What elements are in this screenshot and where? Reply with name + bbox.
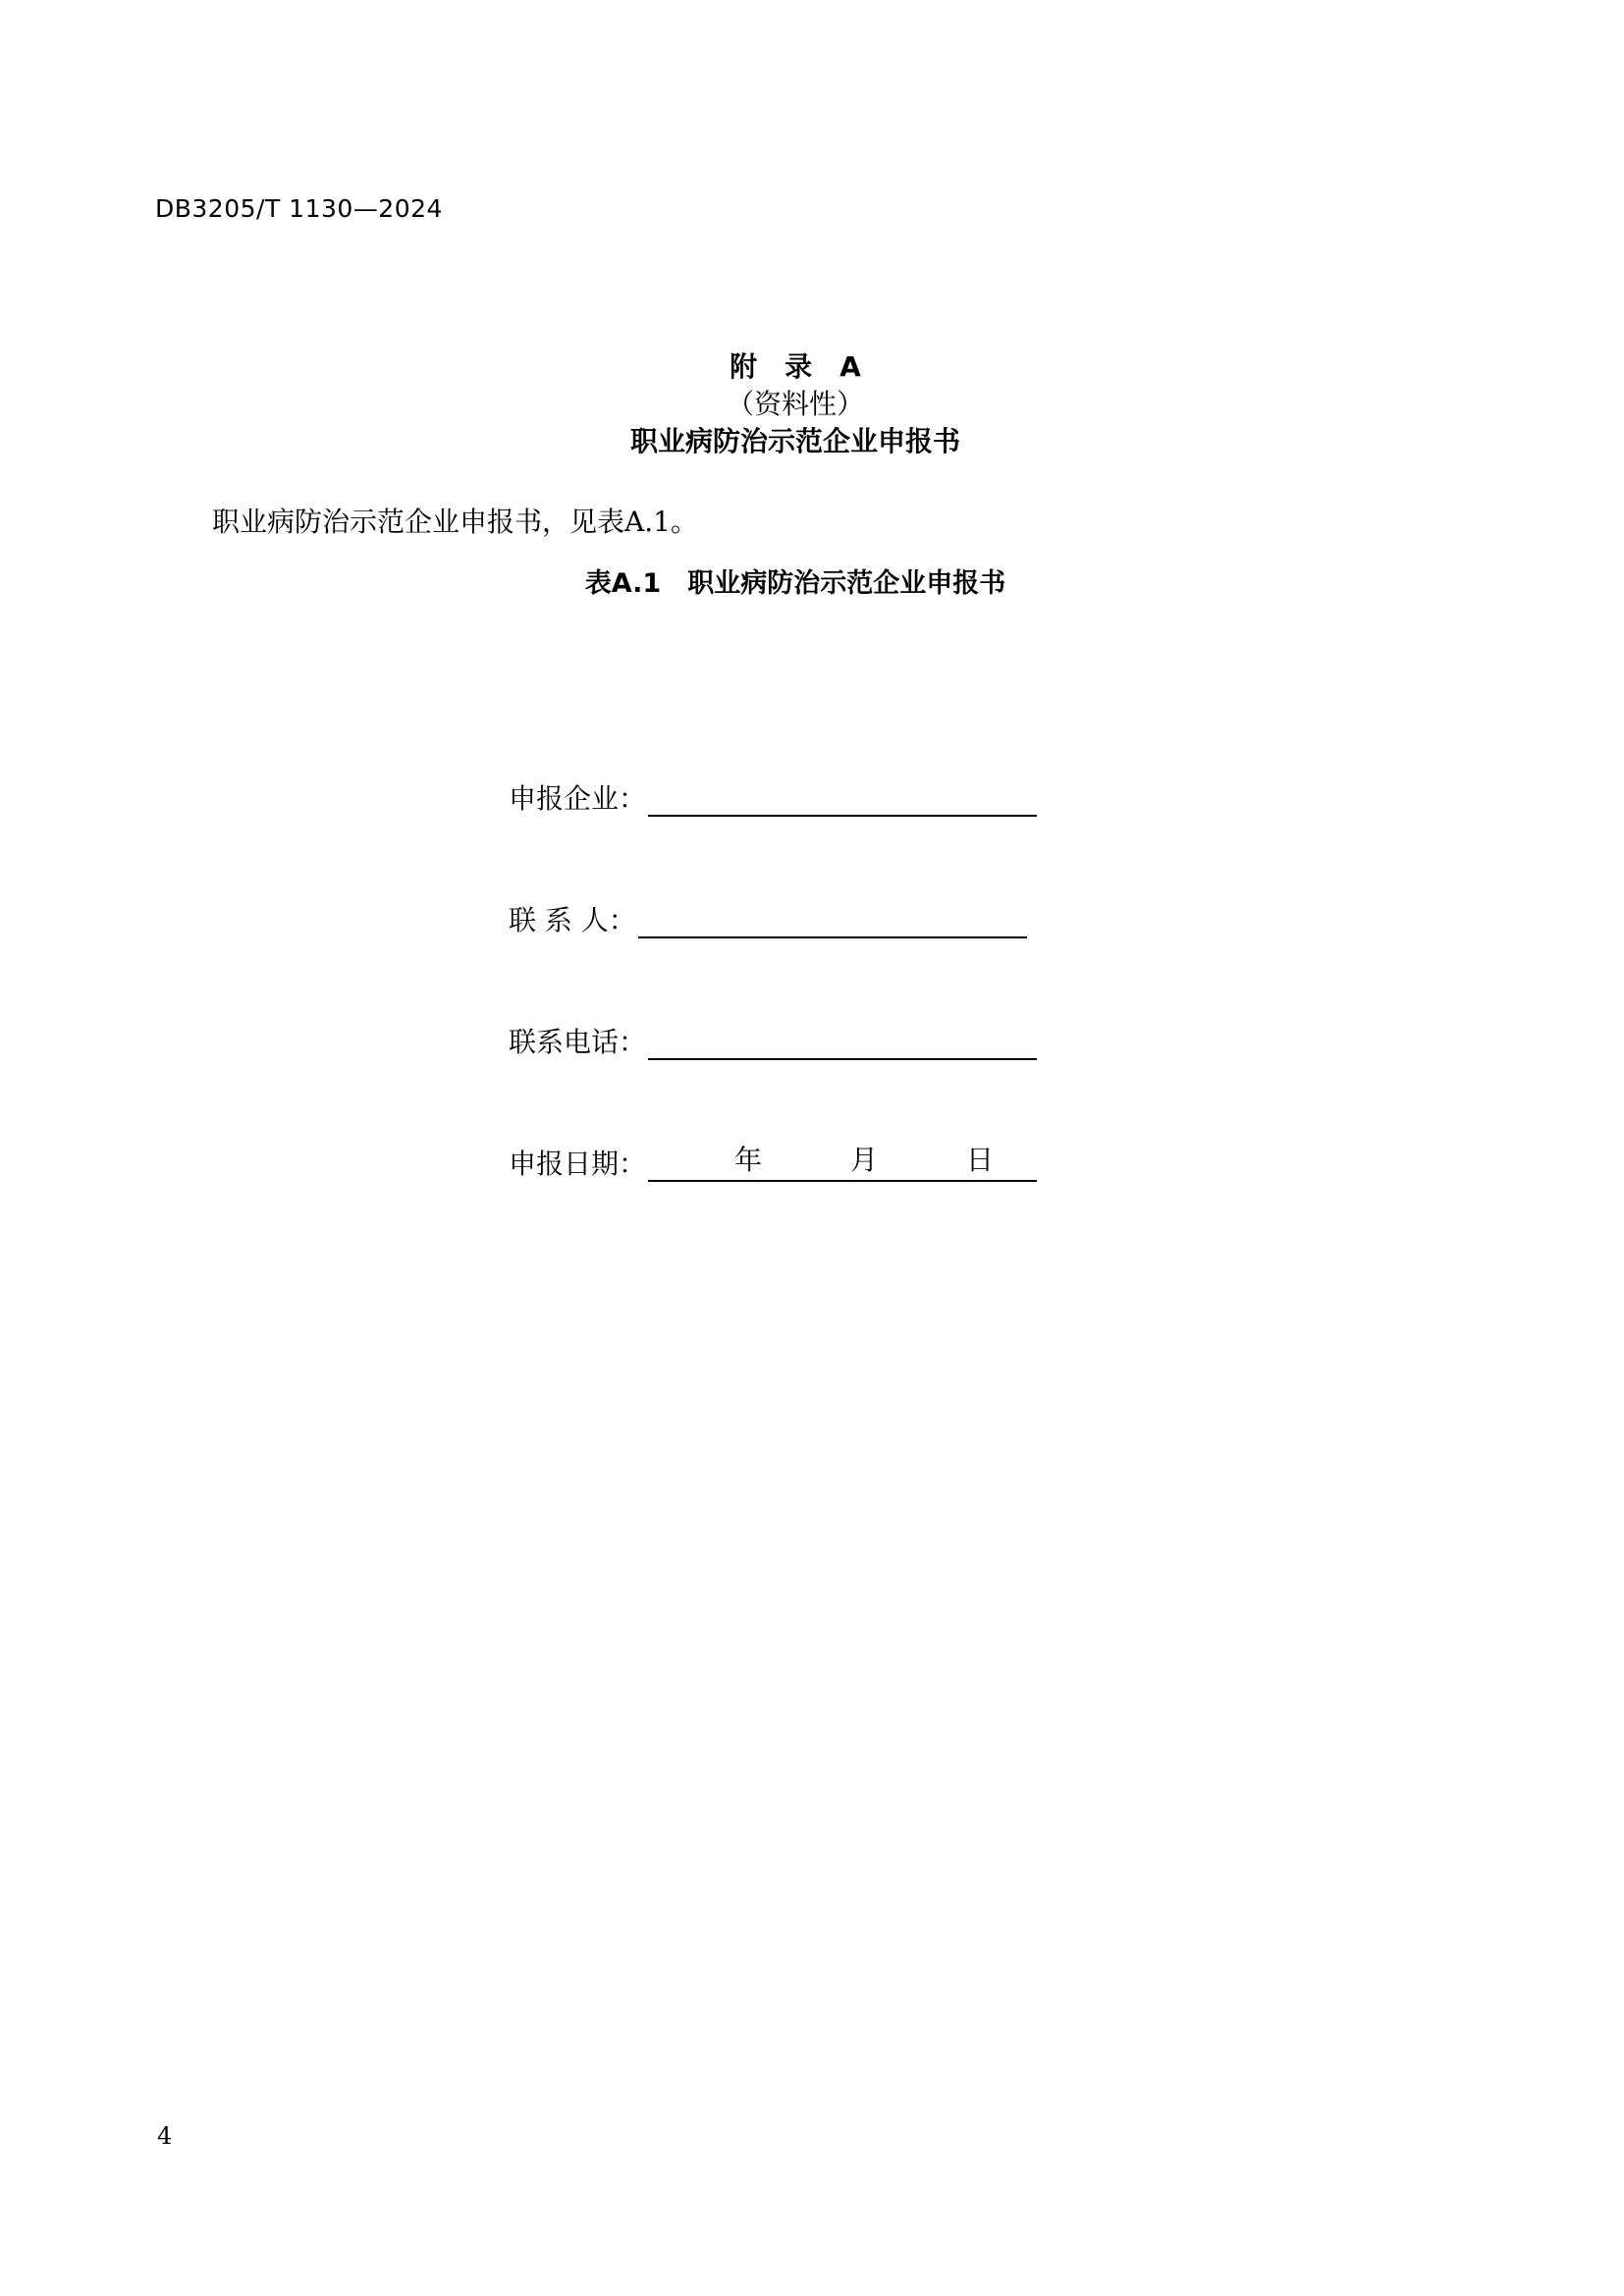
date-field-line bbox=[648, 1144, 1037, 1182]
year-label: 年 bbox=[734, 1144, 763, 1176]
date-row bbox=[509, 1143, 1037, 1182]
month-label: 月 bbox=[850, 1144, 879, 1176]
appendix-nature: （资料性） bbox=[726, 388, 864, 420]
day-label: 日 bbox=[966, 1144, 995, 1176]
appendix-subject: 职业病防治示范企业申报书 bbox=[629, 425, 960, 457]
table-caption: 表A.1 职业病防治示范企业申报书 bbox=[584, 568, 1006, 599]
phone-label: 联系电话： bbox=[509, 1026, 647, 1058]
page-number: 4 bbox=[157, 2122, 173, 2150]
intro-paragraph: 职业病防治示范企业申报书，见表A.1。 bbox=[212, 506, 698, 538]
appendix-title: 附 录 A bbox=[730, 350, 861, 383]
enterprise-field-line bbox=[648, 781, 1037, 817]
phone-row bbox=[509, 1021, 1037, 1060]
contact-label: 联 系 人： bbox=[509, 904, 636, 936]
date-label: 申报日期： bbox=[509, 1148, 647, 1180]
phone-field-line bbox=[648, 1025, 1037, 1060]
enterprise-row bbox=[509, 777, 1037, 817]
contact-row bbox=[509, 899, 1027, 938]
contact-field-line bbox=[638, 903, 1027, 938]
enterprise-label: 申报企业： bbox=[509, 782, 647, 815]
standard-number: DB3205/T 1130—2024 bbox=[155, 194, 443, 223]
